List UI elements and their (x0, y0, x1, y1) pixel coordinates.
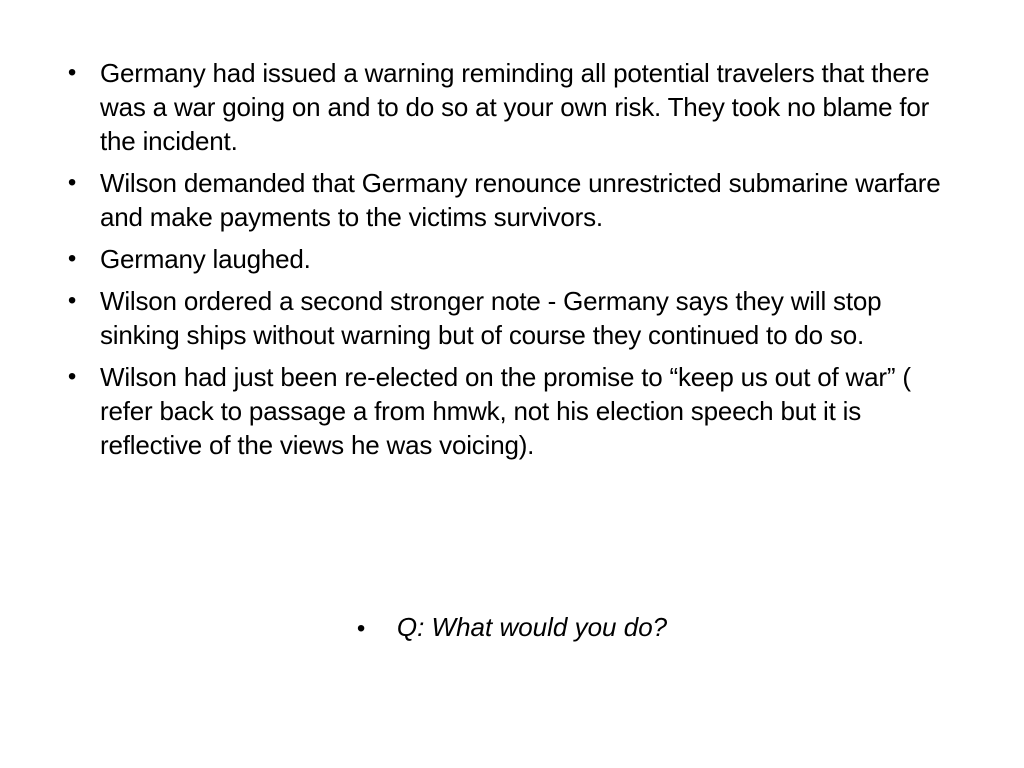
bullet-text: Germany had issued a warning reminding all potential travelers that there was a war going on and to do so at your own risk. They took no blame for the incident. (100, 58, 930, 156)
question-text: Q: What would you do? (396, 612, 668, 642)
bullet-icon: • (67, 245, 77, 272)
bullet-list (0, 56, 1024, 470)
bullet-icon: • (67, 59, 77, 86)
bullet-icon: • (67, 363, 77, 390)
list-item (0, 166, 962, 234)
list-item (0, 56, 962, 158)
bullet-text: Wilson demanded that Germany renounce unrestricted submarine warfare and make payments to the victims survivors. (100, 168, 941, 232)
list-item (0, 242, 962, 276)
list-item (0, 360, 962, 462)
bullet-icon: • (356, 615, 366, 642)
bullet-text: Germany laughed. (100, 244, 311, 274)
bullet-icon: • (67, 169, 77, 196)
list-item (0, 284, 962, 352)
bullet-text: Wilson had just been re-elected on the promise to “keep us out of war” ( refer back to passage a from hmwk, not his election speech but it is reflective of the views he was voicing). (100, 362, 911, 460)
bullet-text: Wilson ordered a second stronger note - Germany says they will stop sinking ships without warning but of course they continued to do so. (100, 286, 882, 350)
discussion-question (0, 610, 1024, 646)
bullet-icon: • (67, 287, 77, 314)
